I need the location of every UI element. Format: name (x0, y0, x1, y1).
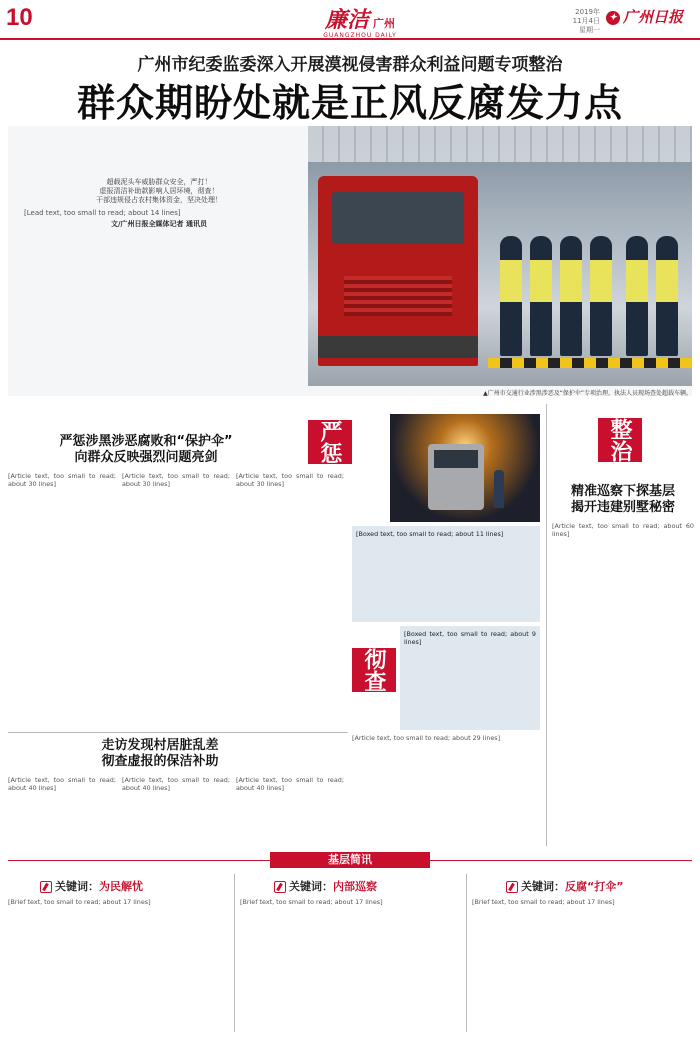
tag-rectify: 整治 (598, 418, 642, 462)
brief3-text: [Brief text, too small to read; about 17 lines] (472, 898, 615, 906)
brief2-text: [Brief text, too small to read; about 17 lines] (240, 898, 383, 906)
divider (546, 404, 547, 846)
divider (8, 732, 348, 733)
brief3-label: 关键词： (521, 880, 565, 893)
article2-col3: [Article text, too small to read; about 40 lines] (236, 776, 344, 793)
paper-logo (606, 6, 683, 27)
main-title: 群众期盼处就是正风反腐发力点 (76, 80, 623, 125)
article2-title-line: 走访发现村居脏乱差 (101, 738, 219, 753)
center-photo (390, 414, 540, 522)
brief2-label: 关键词： (289, 880, 333, 893)
brief3-keyword: 反腐“打伞” (565, 880, 624, 893)
article2-col1: [Article text, too small to read; about 40 lines] (8, 776, 116, 793)
photo-truck-window (332, 192, 464, 244)
tag-crime: 严惩 (308, 420, 352, 464)
photo-truck-grill (344, 276, 452, 316)
photo-caption: ▲广州市交通行业涉黑涉恶及“保护伞”专项治理，执法人员现场查处超载车辆。 (483, 390, 692, 396)
brief3-heading (506, 878, 623, 894)
brief2-heading (274, 878, 377, 894)
lead-poem-line: 干部违规侵占农村集体资金，坚决处理！ (96, 196, 222, 204)
center-photo-window (434, 450, 478, 468)
date-line: 2019年 (575, 8, 600, 16)
paper-logo-icon: ✦ (606, 11, 620, 25)
photo-truck-bumper (318, 336, 478, 358)
center-photo-officer-shape (494, 470, 504, 508)
article1-col3: [Article text, too small to read; about 30 lines] (236, 472, 344, 489)
pen-icon (506, 881, 518, 893)
article1-col2: [Article text, too small to read; about 30 lines] (122, 472, 230, 489)
brief2-keyword: 内部巡察 (333, 880, 377, 893)
photo-officer-shape (590, 236, 612, 356)
article1-title-line: 严惩涉黑涉恶腐败和“保护伞” (59, 434, 233, 449)
article1-title (36, 434, 256, 466)
hero-section (8, 126, 692, 396)
pen-icon (40, 881, 52, 893)
pen-icon (274, 881, 286, 893)
center-box-2: [Boxed text, too small to read; about 9 lines] (400, 626, 540, 730)
center-box-3: [Article text, too small to read; about 29 lines] (352, 734, 501, 742)
section-rule (430, 860, 692, 861)
section-rule (8, 860, 270, 861)
section-title: 基层简讯 (270, 852, 430, 868)
page-number: 10 (6, 4, 33, 31)
brief1-text: [Brief text, too small to read; about 17 lines] (8, 898, 151, 906)
hero-photo (308, 126, 692, 386)
lead-box (24, 178, 294, 388)
publication-date (560, 8, 600, 35)
lead-poem-line: 虚报清洁补助款影响人居环境，彻查！ (99, 187, 219, 195)
tag-thorough: 彻查 (352, 648, 396, 692)
brief1-keyword: 为民解忧 (99, 880, 143, 893)
lead-signature: 文/广州日报全媒体记者 通讯员 (111, 220, 207, 228)
column-pinyin: GUANGZHOU DAILY (323, 32, 397, 39)
article3-title-line: 揭开违建别墅秘密 (570, 500, 675, 515)
photo-officer-shape (626, 236, 648, 356)
column-brand (300, 3, 420, 39)
center-box-1: [Boxed text, too small to read; about 11 lines] (352, 526, 540, 622)
article3-title-line: 精准巡察下探基层 (570, 484, 675, 499)
divider (466, 874, 467, 1032)
lead-body: [Lead text, too small to read; about 14 lines] (24, 209, 181, 217)
article3-col: [Article text, too small to read; about 60 lines] (552, 522, 694, 539)
photo-roof-shape (308, 126, 692, 162)
divider (234, 874, 235, 1032)
photo-officer-shape (560, 236, 582, 356)
article2-title-line: 彻查虚报的保洁补助 (101, 754, 219, 769)
article2-col2: [Article text, too small to read; about 40 lines] (122, 776, 230, 793)
photo-officer-shape (500, 236, 522, 356)
photo-officer-shape (656, 236, 678, 356)
date-line: 星期一 (579, 26, 600, 34)
column-city: 广州 (373, 17, 395, 30)
lead-poem-line: 超载泥头车威胁群众安全，严打！ (106, 178, 212, 186)
brief1-heading (40, 878, 143, 894)
article2-title (60, 738, 260, 770)
brief1-label: 关键词： (55, 880, 99, 893)
paper-name: 广州日报 (623, 8, 684, 26)
photo-truck-shape (318, 176, 478, 366)
masthead (0, 0, 700, 40)
photo-road-stripe (488, 358, 692, 368)
date-line: 11月4日 (572, 17, 600, 25)
article1-col1: [Article text, too small to read; about 30 lines] (8, 472, 116, 489)
article3-title (552, 484, 694, 516)
headline-kicker: 广州市纪委监委深入开展漠视侵害群众利益问题专项整治 (137, 55, 563, 75)
photo-officer-shape (530, 236, 552, 356)
column-name: 廉洁 (324, 7, 369, 33)
article1-title-line: 向群众反映强烈问题亮剑 (74, 450, 218, 465)
